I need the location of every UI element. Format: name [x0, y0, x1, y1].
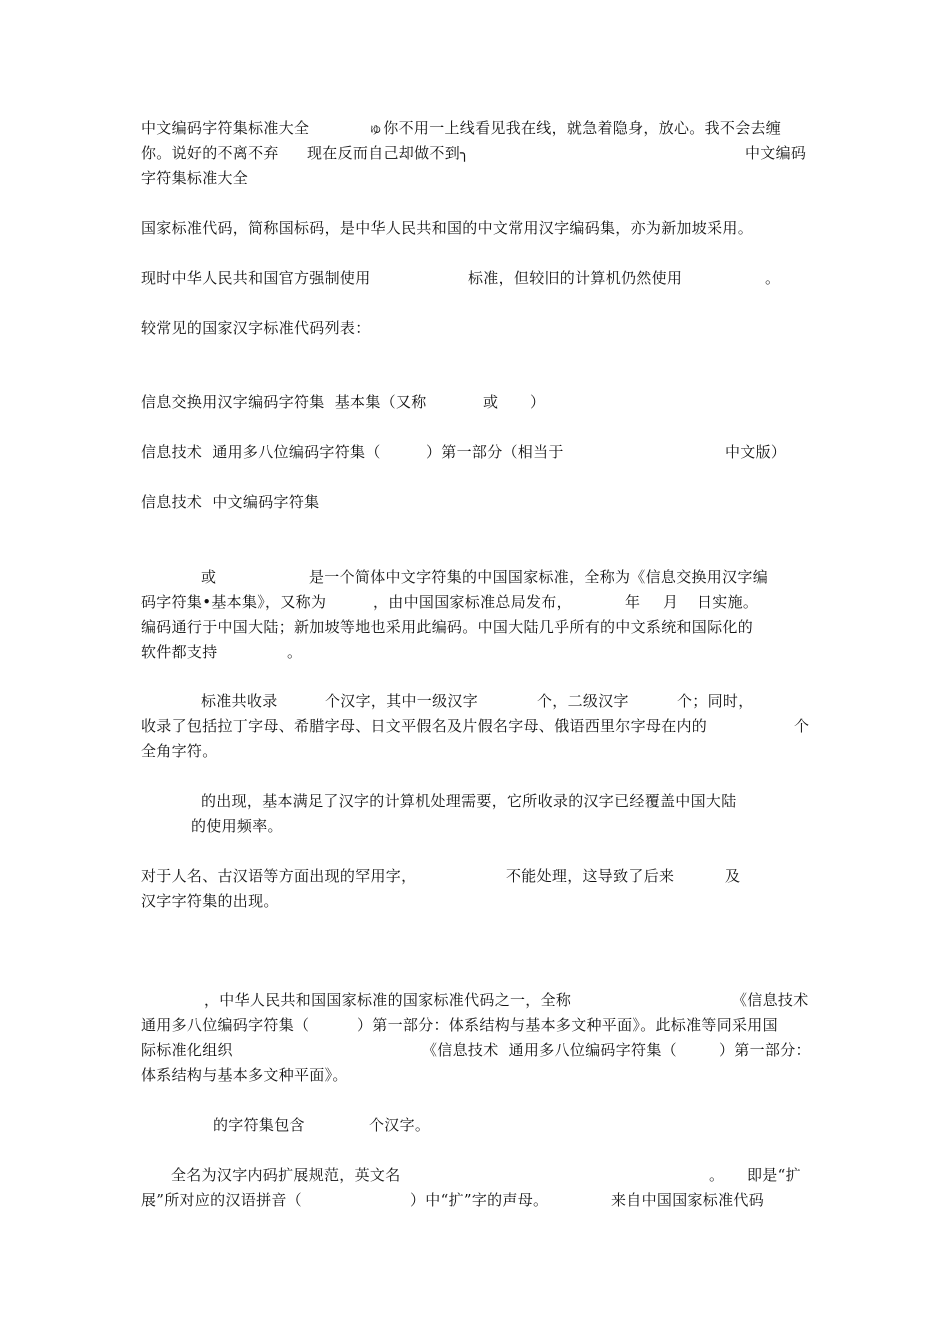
- text-line: 国家标准代码，简称国标码，是中华人民共和国的中文常用汉字编码集，亦为新加坡采用。: [141, 219, 754, 237]
- text-line: 的使用频率。: [191, 817, 283, 835]
- text-line: 或: [201, 568, 217, 586]
- text-line: 中文版）: [725, 443, 787, 461]
- text-line: 日实施。: [697, 593, 759, 611]
- text-line: ）中“扩”字的声母。: [410, 1191, 549, 1209]
- text-line: 通用多八位编码字符集（: [141, 1016, 310, 1034]
- text-line: 个: [794, 717, 810, 735]
- text-line: 个汉字。: [369, 1116, 431, 1134]
- text-line: ，中华人民共和国国家标准的国家标准代码之一，全称: [204, 991, 572, 1009]
- text-line: 你。说好的不离不弃: [141, 144, 279, 162]
- text-line: 或: [483, 393, 499, 411]
- text-line: 。: [287, 643, 303, 661]
- text-line: 。: [765, 269, 781, 287]
- text-line: 是一个简体中文字符集的中国国家标准，全称为《信息交换用汉字编: [309, 568, 769, 586]
- text-line: ，由中国国家标准总局发布，: [373, 593, 572, 611]
- text-line: 的出现，基本满足了汉字的计算机处理需要，它所收录的汉字已经覆盖中国大陆: [201, 792, 737, 810]
- text-line: 信息交换用汉字编码字符集 基本集（又称: [141, 393, 427, 411]
- text-line: ゅ你不用一上线看见我在线，就急着隐身，放心。我不会去缠: [368, 119, 782, 137]
- text-line: 。: [709, 1166, 725, 1184]
- text-line: 信息技术 通用多八位编码字符集（: [141, 443, 381, 461]
- text-line: 标准，但较旧的计算机仍然使用: [468, 269, 683, 287]
- text-line: 字符集标准大全: [141, 169, 249, 187]
- text-line: 全名为汉字内码扩展规范，英文名: [171, 1166, 401, 1184]
- text-line: 软件都支持: [141, 643, 218, 661]
- text-line: 个；同时，: [677, 692, 754, 710]
- text-line: 的字符集包含: [213, 1116, 305, 1134]
- text-line: 个汉字，其中一级汉字: [325, 692, 479, 710]
- text-line: 码字符集•基本集》，又称为: [141, 593, 327, 611]
- text-line: 不能处理，这导致了后来: [506, 867, 675, 885]
- text-line: 及: [725, 867, 741, 885]
- text-line: ）第一部分（相当于: [426, 443, 564, 461]
- text-line: 体系结构与基本多文种平面》。: [141, 1066, 348, 1084]
- text-line: ）第一部分：: [719, 1041, 811, 1059]
- text-line: ）第一部分：体系结构与基本多文种平面》。此标准等同采用国: [357, 1016, 778, 1034]
- text-line: 月: [663, 593, 679, 611]
- text-line: 来自中国国家标准代码: [611, 1191, 765, 1209]
- text-line: 对于人名、古汉语等方面出现的罕用字，: [141, 867, 417, 885]
- text-line: ）: [530, 393, 546, 411]
- text-line: 全角字符。: [141, 742, 218, 760]
- text-line: 《信息技术 通用多八位编码字符集（: [422, 1041, 677, 1059]
- text-line: 信息技术 中文编码字符集: [141, 493, 320, 511]
- text-line: 现在反而自己却做不到╮: [307, 144, 470, 162]
- text-line: 展”所对应的汉语拼音（: [141, 1191, 302, 1209]
- text-line: 编码通行于中国大陆；新加坡等地也采用此编码。中国大陆几乎所有的中文系统和国际化的: [141, 618, 754, 636]
- text-line: 中文编码字符集标准大全: [141, 119, 310, 137]
- text-line: 收录了包括拉丁字母、希腊字母、日文平假名及片假名字母、俄语西里尔字母在内的: [141, 717, 708, 735]
- text-line: 个，二级汉字: [537, 692, 629, 710]
- text-line: 《信息技术: [732, 991, 809, 1009]
- text-line: 即是“扩: [747, 1166, 801, 1184]
- text-line: 中文编码: [745, 144, 807, 162]
- text-line: 较常见的国家汉字标准代码列表：: [141, 319, 371, 337]
- text-line: 标准共收录: [201, 692, 278, 710]
- text-line: 际标准化组织: [141, 1041, 233, 1059]
- text-line: 汉字字符集的出现。: [141, 892, 279, 910]
- text-line: 现时中华人民共和国官方强制使用: [141, 269, 371, 287]
- text-line: 年: [625, 593, 641, 611]
